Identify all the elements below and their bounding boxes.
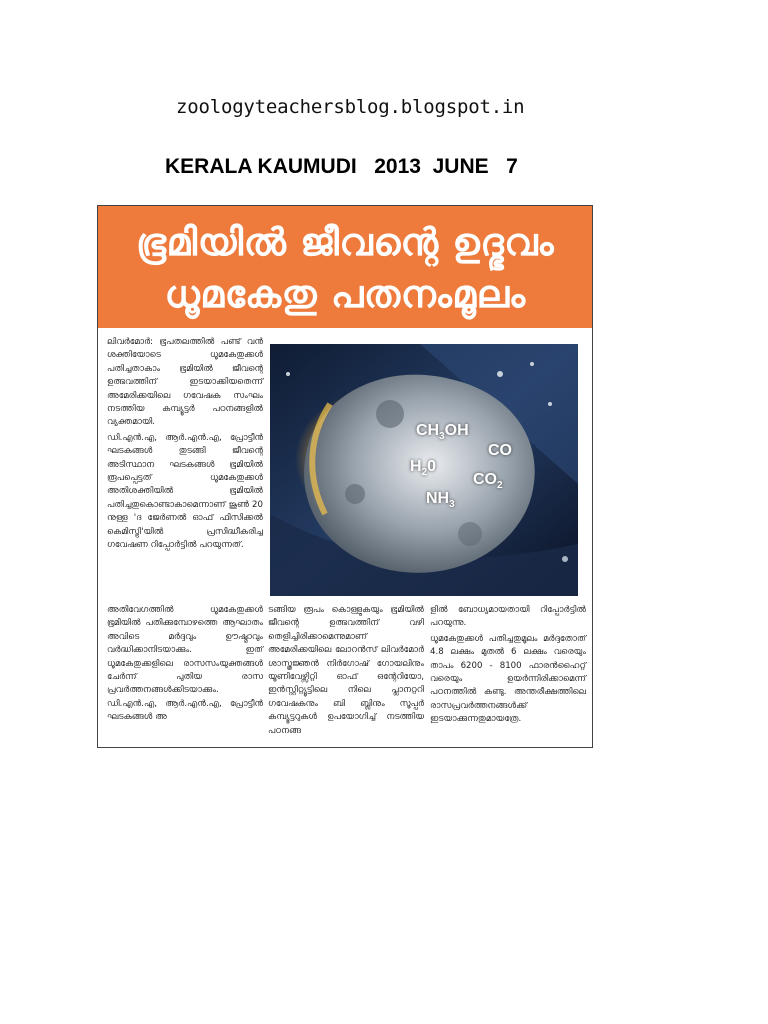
blog-url: zoologyteachersblog.blogspot.in: [176, 96, 525, 118]
article-paragraph: ളിൽ ബോധ്യമായതായി റിപ്പോർട്ടിൽ പറയുന്നു.: [430, 605, 586, 629]
formula-carbon-monoxide: CO: [488, 442, 512, 459]
headline-line-2: ധൂമകേതു പതനംമൂലം: [164, 272, 526, 316]
article-column-4: [430, 604, 586, 729]
formula-ammonia: $NH_3$: [426, 490, 455, 511]
article-column-2: [107, 604, 263, 727]
formula-water: $H_20$: [410, 458, 437, 479]
formula-carbon-dioxide: $CO_2$: [473, 471, 503, 492]
article-paragraph: ധൂമകേതുക്കൾ പതിച്ചതുമൂലം മർദ്ദതോത് 4.8 ലക്ഷം മുതൽ 6 ലക്ഷം വരെയും താപം 6200 - 8100 ഫാരൻഹൈറ്റ് വരെയും ഉയർന്നിരിക്കാമെന്ന് പഠനത്തിൽ കണ്ടു. അന്തരീക്ഷത്തിലെ രാസപ്രവർത്തനങ്ങൾക്ക് ഇടയാക്കുന്നതുമായത്രേ.: [430, 633, 586, 725]
article-paragraph: അതിവേഗത്തിൽ ധൂമകേതുക്കൾ ഭൂമിയിൽ പതിക്കുമ്പോഴത്തെ ആഘാതം അവിടെ മർദ്ദവും ഊഷ്മാവും വർദ്ധിക്കാനിടയാക്കും. ഇത് ധൂമകേതുക്കളിലെ രാസസംയുക്തങ്ങൾ ചേർന്ന് പുതിയ രാസ പ്രവർത്തനങ്ങൾക്കിടയാക്കും. ഡി.എൻ.എ, ആർ.എൻ.എ, പ്രോട്ടീൻ ഘടകങ്ങൾ അ: [107, 605, 263, 723]
formula-methanol: $CH_3OH$: [416, 422, 469, 443]
article-paragraph: ഡി.എൻ.എ, ആർ.എൻ.എ, പ്രോട്ടീൻ ഘടകങ്ങൾ തുടങ്ങി ജീവന്റെ അടിസ്ഥാന ഘടകങ്ങൾ ഭൂമിയിൽ രൂപപ്പെട്ടത് ധൂമകേതുക്കൾ അതിശക്തിയിൽ ഭൂമിയിൽ പതിച്ചതുകൊണ്ടാകാമെന്നാണ് ജൂൺ 20 നുള്ള 'ദ ജേർണൽ ഓഫ് ഫിസിക്കൽ കെമിസ്ട്രി'യിൽ പ്രസിദ്ധീകരിച്ച ഗവേഷണ റിപ്പോർട്ടിൽ പറയുന്നത്.: [107, 432, 263, 551]
comet-impact-photo: [270, 344, 578, 596]
article-paragraph: ലിവർമോർ: ഭൂപതലത്തിൽ പണ്ട് വൻ ശക്തിയോടെ ധൂമകേതുക്കൾ പതിച്ചതാകാം ഭൂമിയിൽ ജീവന്റെ ഉത്ഭവത്തിന് ഇടയാക്കിയതെന്ന് അമേരിക്കയിലെ ഗവേഷക സംഘം നടത്തിയ കമ്പ്യൂട്ടർ പഠനങ്ങളിൽ വ്യക്തമായി.: [107, 337, 263, 428]
headline-banner: [98, 206, 592, 328]
article-paragraph: ടങ്ങിയ രൂപം കൊള്ളുകയും ഭൂമിയിൽ ജീവന്റെ ഉത്ഭവത്തിന് വഴി തെളിച്ചിരിക്കാമെന്നുമാണ് അമേരിക്കയിലെ ലോറൻസ് ലിവർമോർ ശാസ്ത്രജ്ഞൻ നിർഗോഷ് ഗോയലിനും യൂണിവേഴ്സിറ്റി ഓഫ് ഒന്റേറിയോ, ഇൻസ്റ്റിറ്റ്യൂട്ടിലെ നിലെ പ്ലാനറ്ററി ഗവേഷകനും ബി ബ്ലിനും സൂപ്പർ കമ്പ്യൂട്ടറുകൾ ഉപയോഗിച്ച് നടത്തിയ പഠനങ്ങ: [268, 605, 424, 736]
article-column-1: [107, 336, 263, 555]
newspaper-clipping: [97, 205, 593, 748]
headline-line-1: ഭൂമിയിൽ ജീവന്റെ ഉദ്ഭവം: [135, 220, 555, 264]
article-column-3: [268, 604, 424, 740]
masthead: KERALA KAUMUDI 2013 JUNE 7: [165, 155, 518, 178]
